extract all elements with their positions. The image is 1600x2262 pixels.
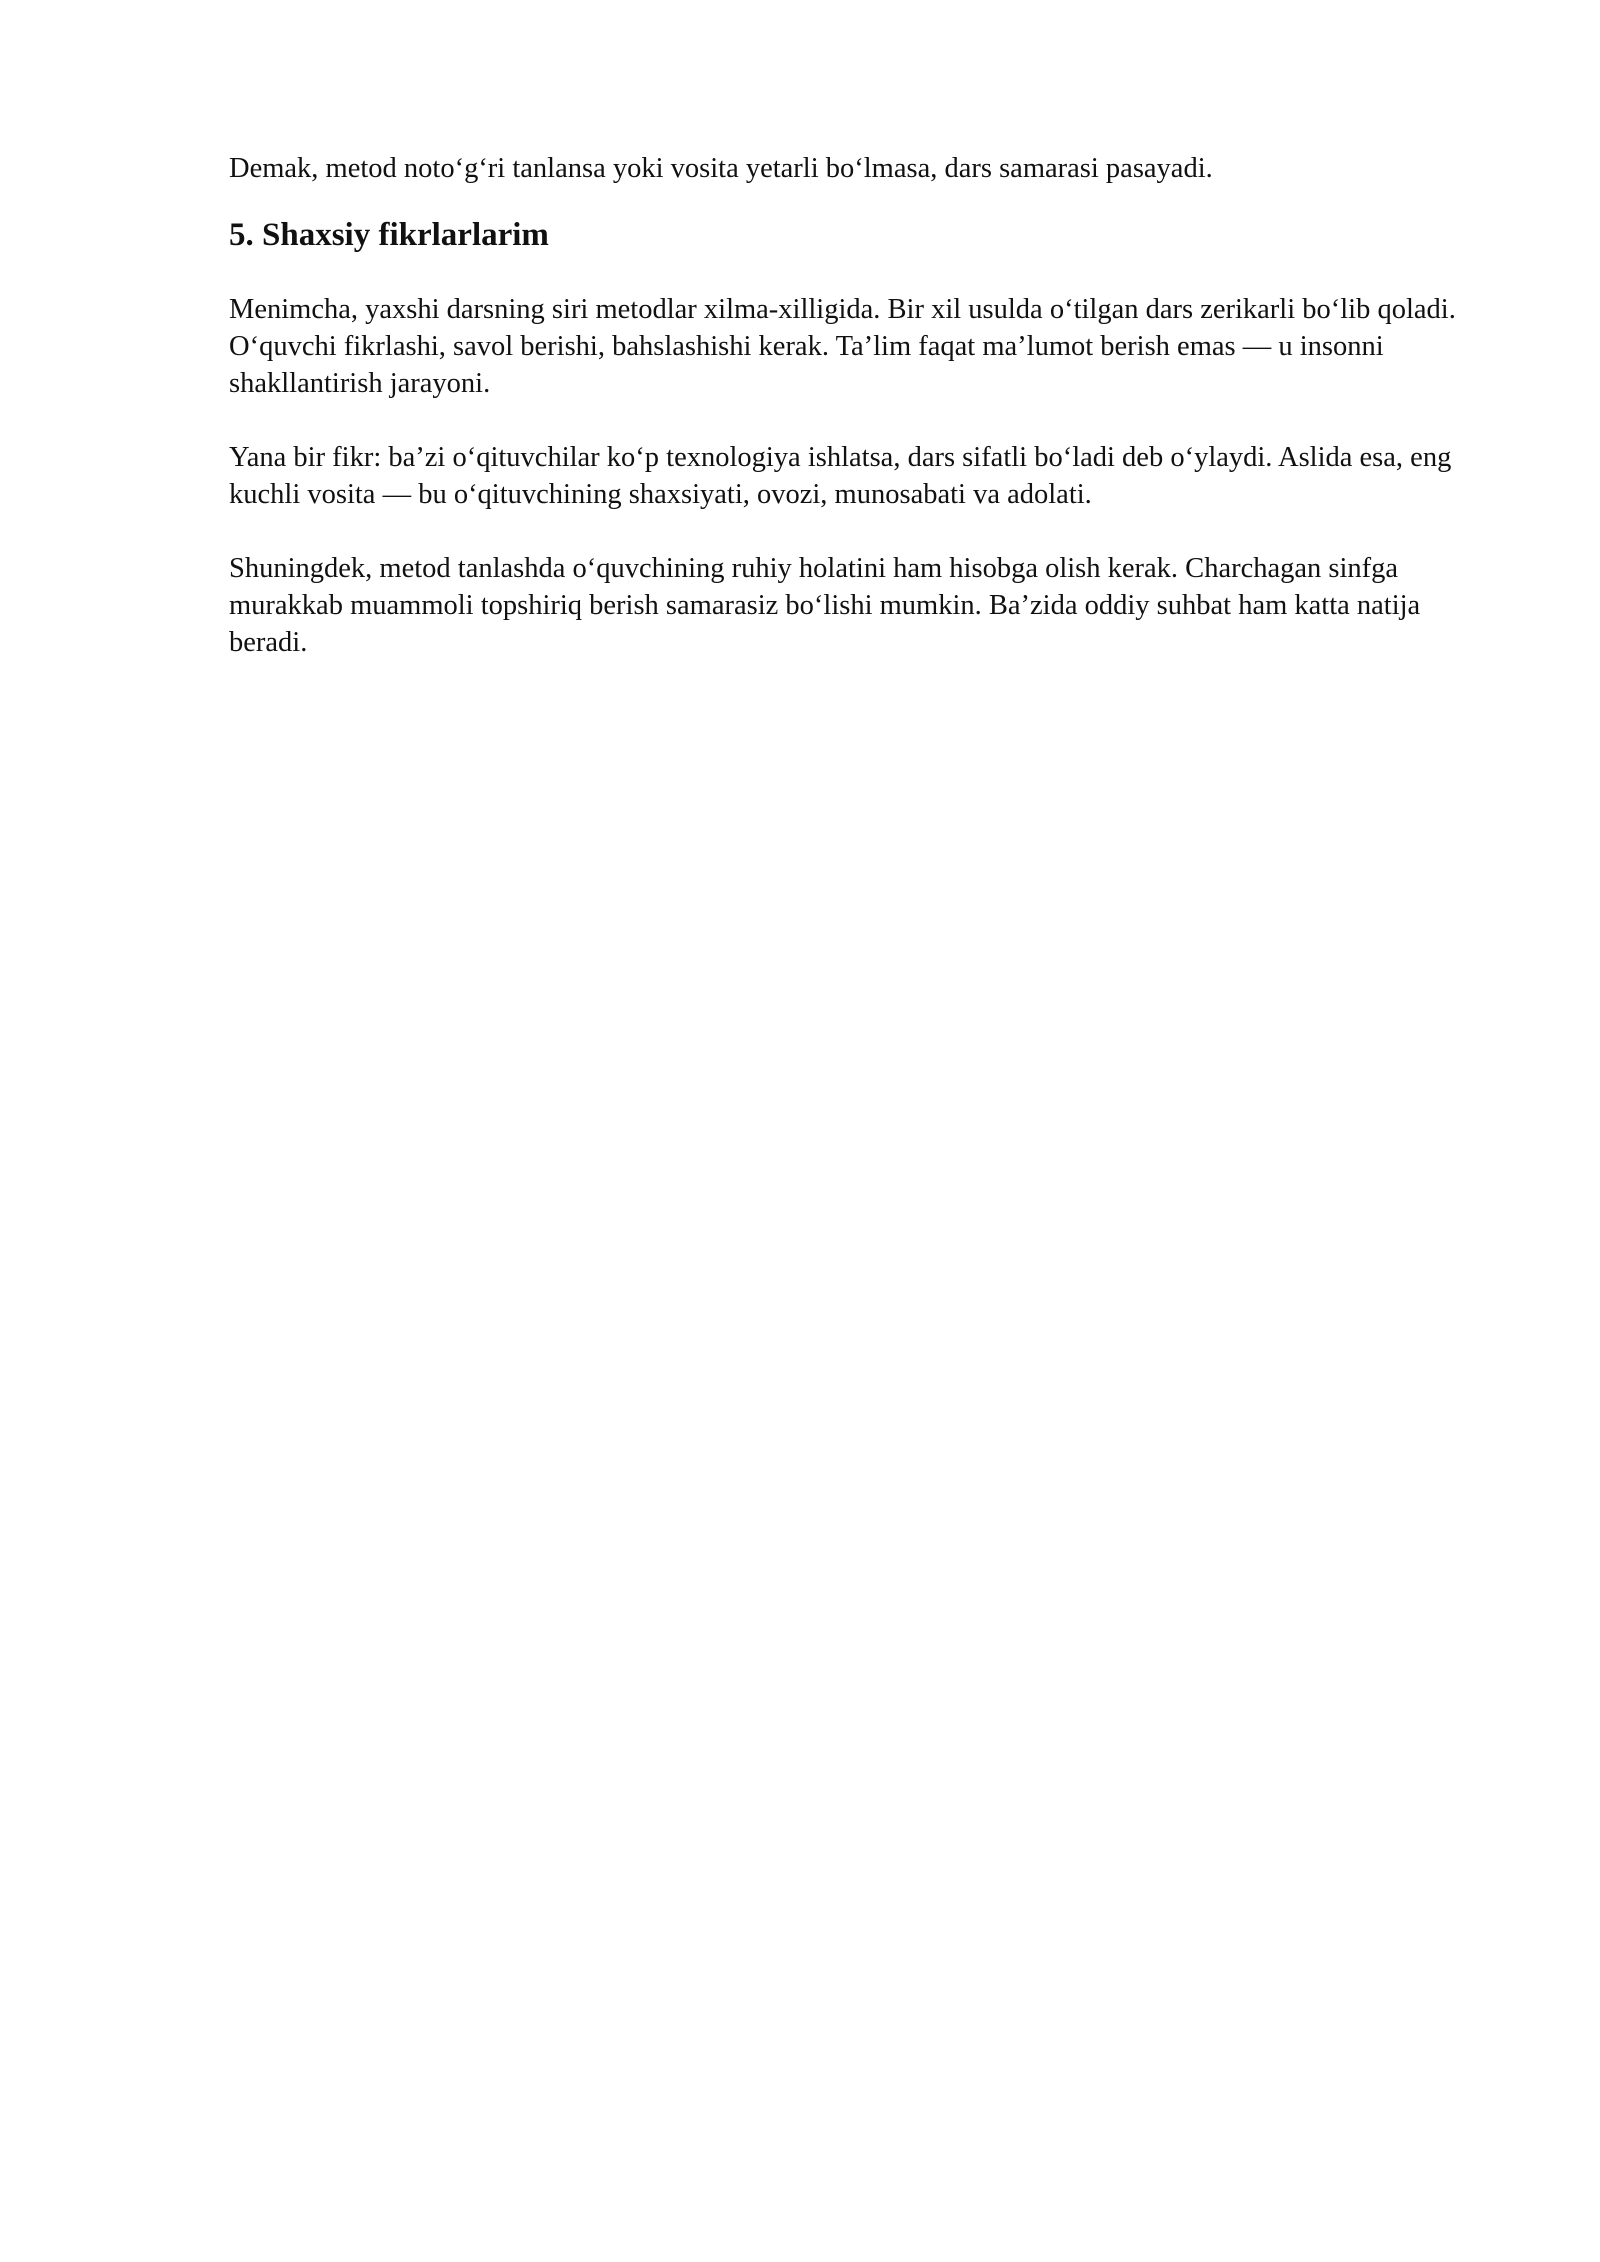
document-page bbox=[229, 150, 1489, 661]
body-paragraph-1: Menimcha, yaxshi darsning siri metodlar xilma-xilligida. Bir xil usulda o‘tilgan dars zerikarli bo‘lib qoladi. O‘quvchi fikrlashi, savol berishi, bahslashishi kerak. Ta’lim faqat ma’lumot berish emas — u insonni shakllantirish jarayoni. bbox=[229, 294, 1456, 399]
body-paragraph-2: Yana bir fikr: ba’zi o‘qituvchilar ko‘p texnologiya ishlatsa, dars sifatli bo‘ladi deb o‘ylaydi. Aslida esa, eng kuchli vosita — bu o‘qituvchining shaxsiyati, ovozi, munosabati va adolati. bbox=[229, 442, 1452, 510]
body-paragraph-3: Shuningdek, metod tanlashda o‘quvchining ruhiy holatini ham hisobga olish kerak. Charchagan sinfga murakkab muammoli topshiriq berish samarasiz bo‘lishi mumkin. Ba’zida oddiy suhbat ham katta natija beradi. bbox=[229, 553, 1421, 658]
section-heading: 5. Shaxsiy fikrlarlarim bbox=[229, 217, 549, 253]
intro-paragraph: Demak, metod noto‘g‘ri tanlansa yoki vosita yetarli bo‘lmasa, dars samarasi pasayadi. bbox=[229, 153, 1213, 184]
